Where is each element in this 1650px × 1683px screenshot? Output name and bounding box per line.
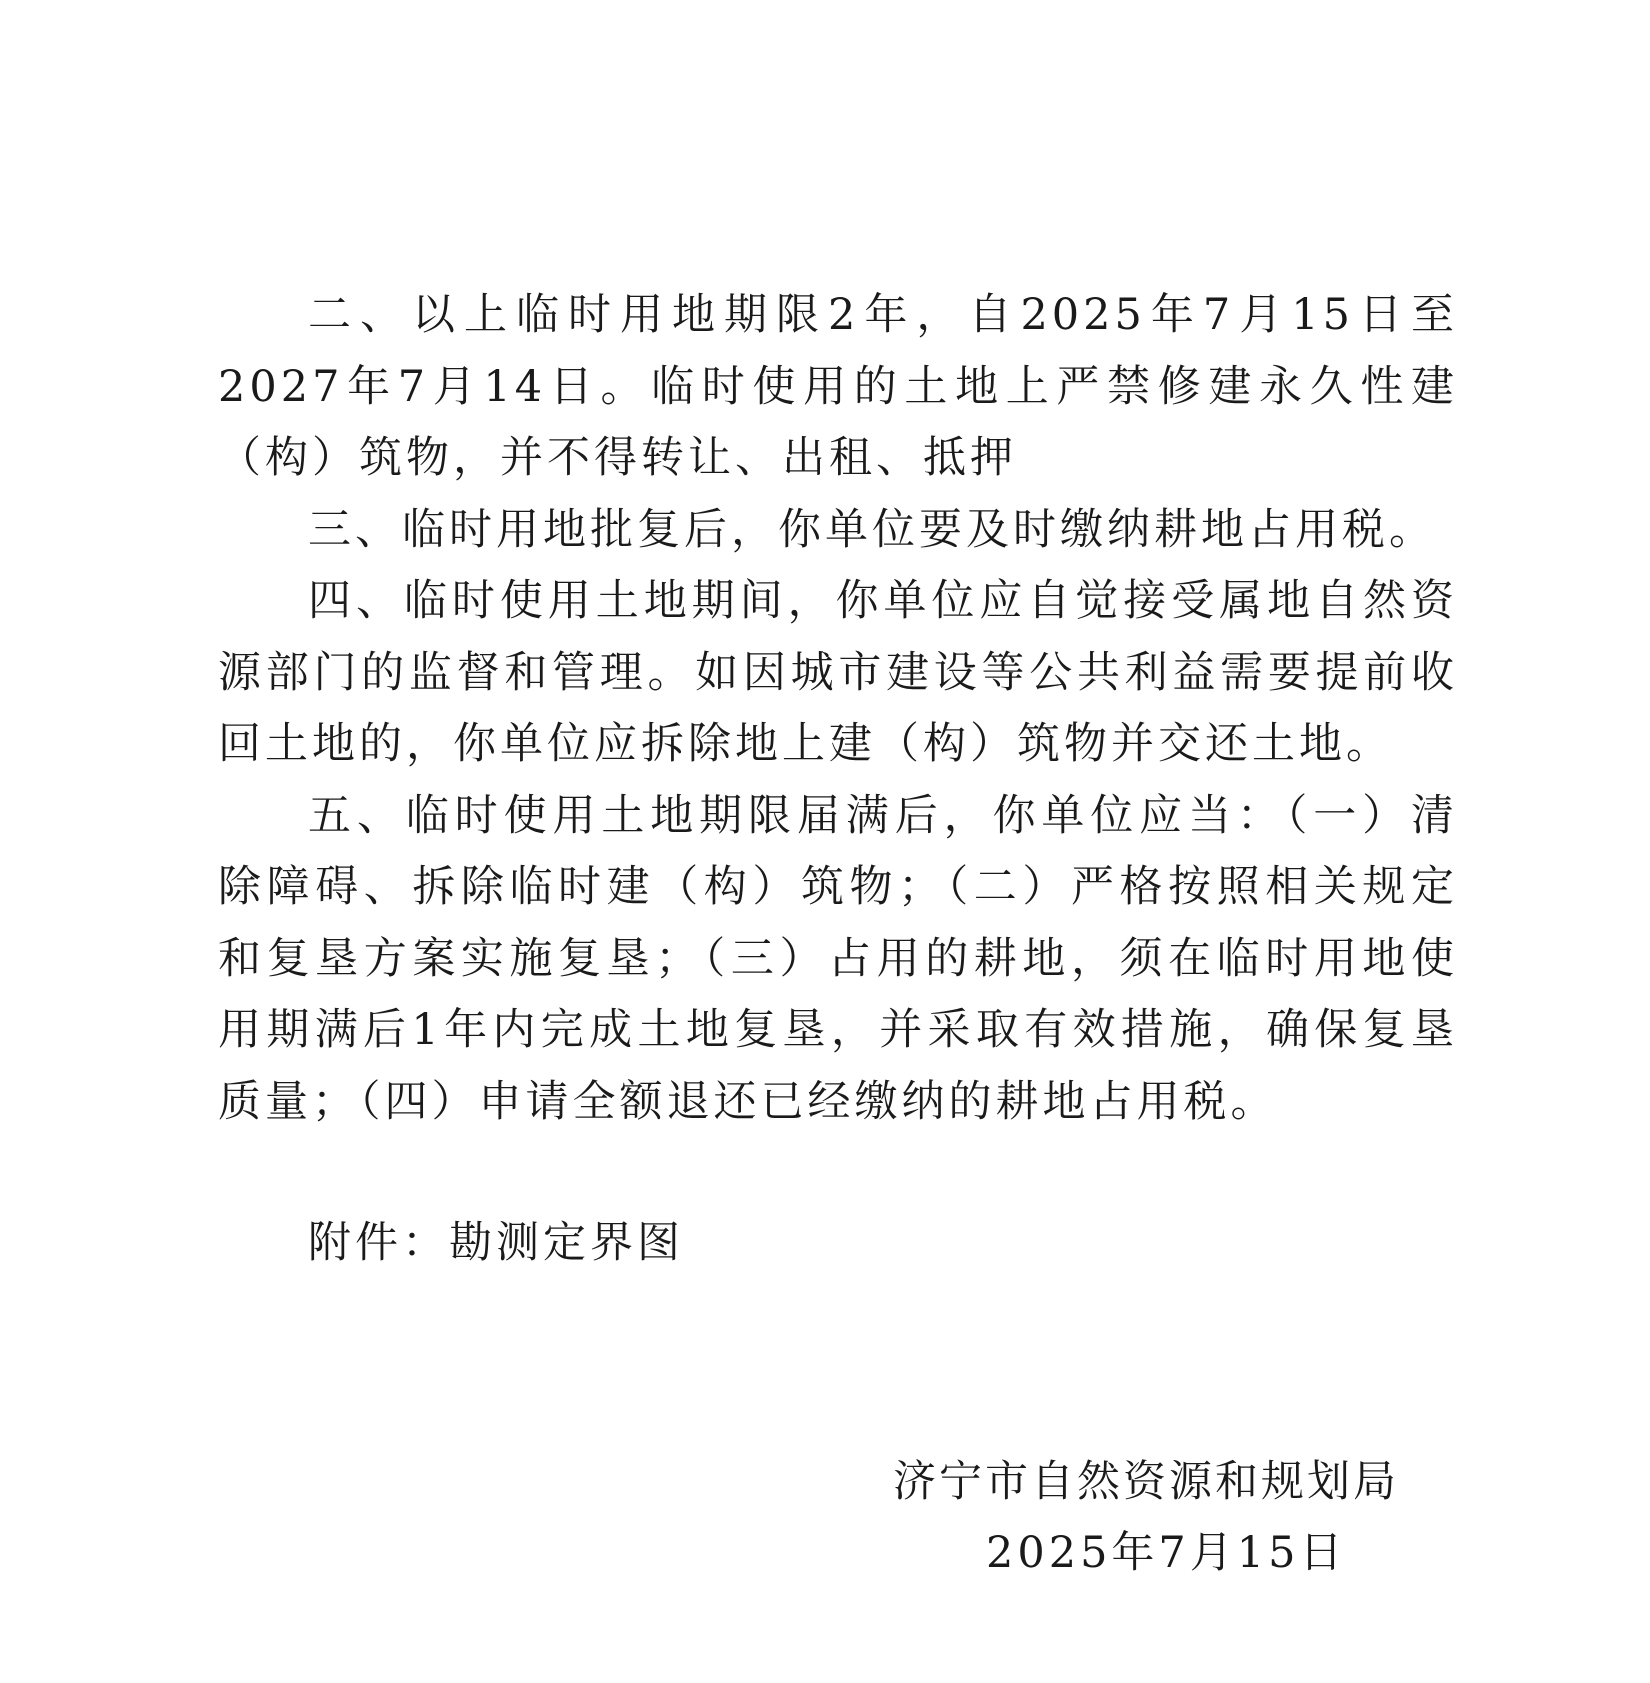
issuer-signature: 济宁市自然资源和规划局 (893, 1457, 1399, 1507)
paragraph-3: 三、临时用地批复后，你单位要及时缴纳耕地占用税。 (308, 504, 1436, 555)
issue-date: 2025年7月15日 (986, 1528, 1347, 1578)
document-body (218, 280, 1458, 1138)
paragraph-5: 五、临时使用土地期限届满后，你单位应当：（一）清除障碍、拆除临时建（构）筑物；（二）严格按照相关规定和复垦方案实施复垦；（三）占用的耕地，须在临时用地使用期满后1年内完成土地复垦，并采取有效措施，确保复垦质量；（四）申请全额退还已经缴纳的耕地占用税。 (218, 790, 1458, 1127)
attachment-line: 附件：勘测定界图 (308, 1218, 684, 1268)
paragraph-2: 二、以上临时用地期限2年，自2025年7月15日至2027年7月14日。临时使用的土地上严禁修建永久性建（构）筑物，并不得转让、出租、抵押 (218, 290, 1458, 483)
paragraph-4: 四、临时使用土地期间，你单位应自觉接受属地自然资源部门的监督和管理。如因城市建设等公共利益需要提前收回土地的，你单位应拆除地上建（构）筑物并交还土地。 (218, 576, 1458, 769)
